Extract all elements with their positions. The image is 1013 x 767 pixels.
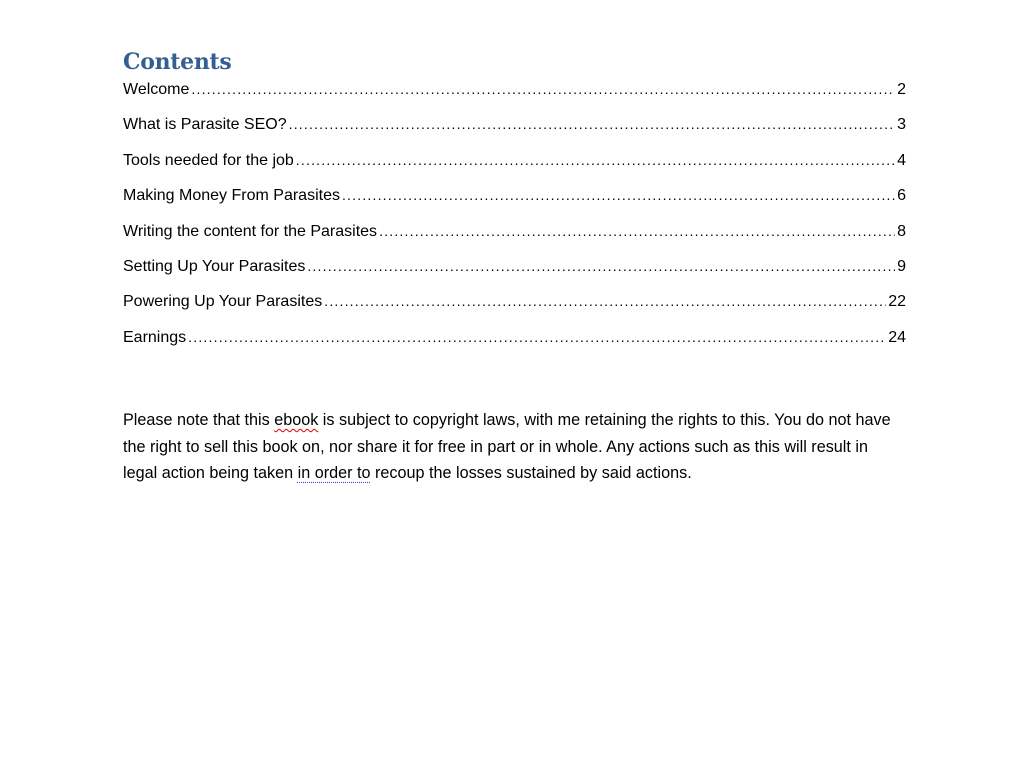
toc-entry-page: 24 [888, 328, 906, 346]
toc-entry-making-money[interactable] [123, 183, 906, 218]
toc-entry-page: 8 [897, 222, 906, 240]
toc-entry-title: Making Money From Parasites [123, 187, 340, 205]
toc-entry-title: Powering Up Your Parasites [123, 293, 323, 311]
notice-text: Please note that this [123, 411, 275, 429]
toc-entry-title: Welcome [123, 81, 190, 98]
grammar-flagged-phrase[interactable]: in order to [297, 464, 371, 483]
toc-entry-what-is-parasite-seo[interactable] [123, 112, 906, 147]
toc-leader-dots [324, 289, 886, 313]
toc-entry-title: Earnings [123, 328, 187, 346]
toc-entry-welcome[interactable] [123, 77, 906, 112]
toc-entry-setting-up[interactable] [123, 254, 906, 289]
spelling-flagged-word[interactable]: ebook [274, 411, 319, 429]
toc-leader-dots [289, 112, 895, 136]
toc-entry-page: 3 [897, 116, 906, 134]
toc-entry-page: 2 [897, 81, 906, 98]
toc-entry-title: Tools needed for the job [123, 151, 294, 169]
toc-leader-dots [191, 77, 895, 101]
toc-leader-dots [342, 183, 895, 207]
toc-entry-powering-up[interactable] [123, 289, 906, 324]
toc-leader-dots [307, 254, 895, 278]
toc-leader-dots [379, 219, 895, 243]
table-of-contents [123, 77, 906, 360]
notice-text: is subject to copyright laws, with me retaining the rights to this. You do not have the right to sell this book on, nor share it for free in part or in whole. Any actions such as this will result in legal action being taken [123, 411, 891, 483]
toc-entry-title: Writing the content for the Parasites [123, 222, 378, 240]
toc-entry-title: Setting Up Your Parasites [123, 257, 306, 275]
toc-entry-title: What is Parasite SEO? [123, 116, 287, 134]
copyright-notice[interactable] [123, 407, 903, 487]
document-page [123, 48, 906, 360]
toc-heading: Contents [123, 49, 232, 75]
toc-entry-tools-needed[interactable] [123, 148, 906, 183]
toc-leader-dots [188, 325, 886, 349]
toc-entry-page: 4 [897, 151, 906, 169]
toc-entry-page: 9 [897, 257, 906, 275]
notice-text: recoup the losses sustained by said actions. [370, 464, 692, 483]
toc-entry-earnings[interactable] [123, 325, 906, 360]
toc-entry-page: 6 [897, 187, 906, 205]
toc-leader-dots [296, 148, 895, 172]
toc-entry-page: 22 [888, 293, 906, 311]
toc-entry-writing-content[interactable] [123, 219, 906, 254]
